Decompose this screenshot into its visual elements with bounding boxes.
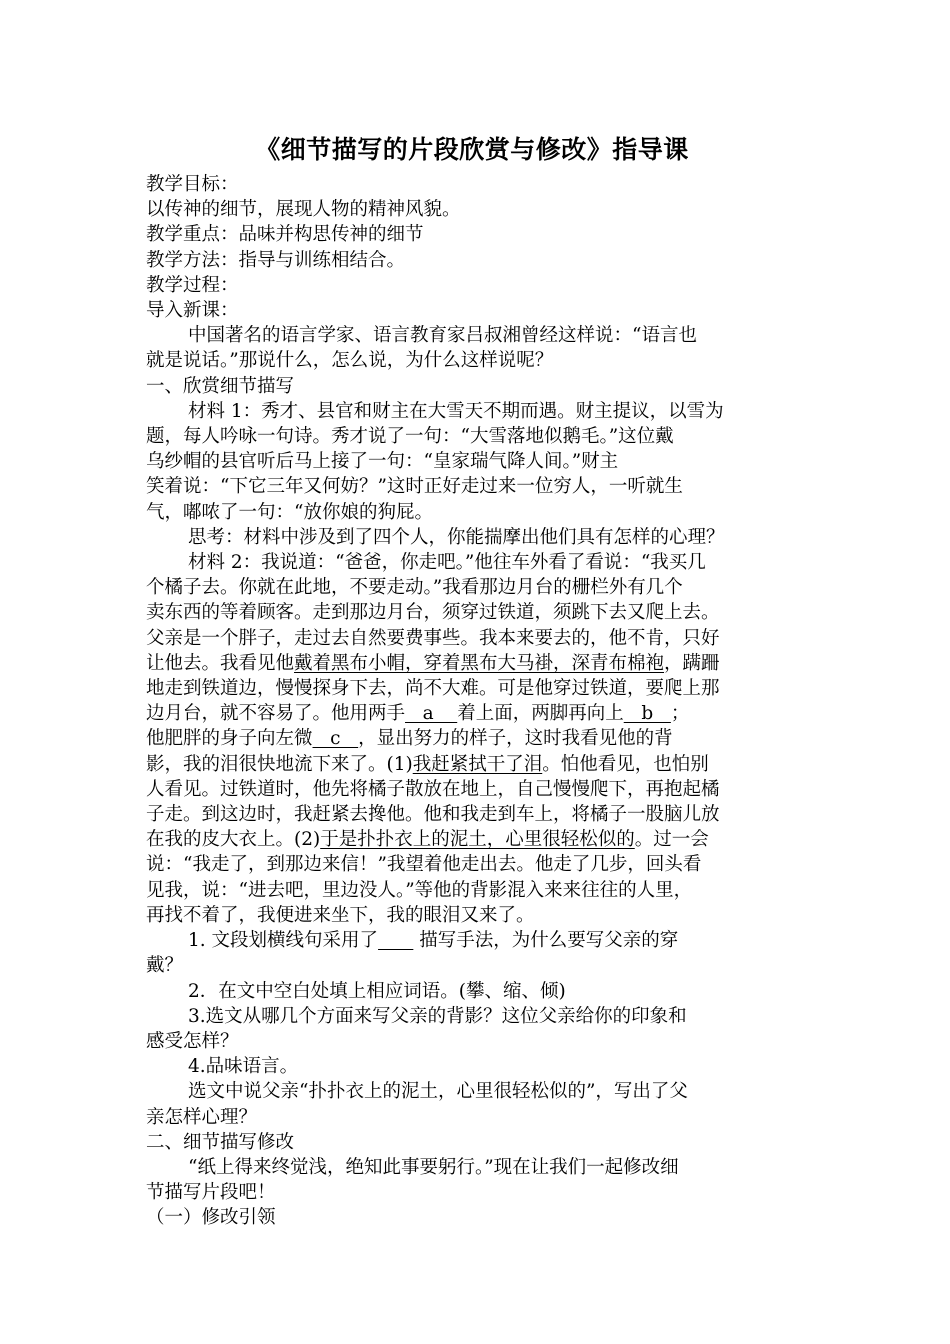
material2-line: 说：“我走了，到那边来信！”我望着他走出去。他走了几步，回头看 <box>146 854 702 876</box>
material2-line <box>146 827 808 852</box>
blank-a: a <box>405 703 458 725</box>
question-4-cont: 亲怎样心理？ <box>146 1106 258 1128</box>
text-run: ，蹒跚 <box>664 652 720 674</box>
think-question: 思考：材料中涉及到了四个人，你能揣摩出他们具有怎样的心理？ <box>188 526 725 548</box>
goals-label: 教学目标： <box>146 174 239 195</box>
text-run: 他肥胖的身子向左微 <box>146 728 313 750</box>
question-1 <box>146 928 808 953</box>
text-run: 。过一会 <box>634 829 709 851</box>
text-run: 影，我的泪很快地流下来了。(1) <box>146 753 413 775</box>
answer-blank <box>378 930 413 951</box>
blank-b: b <box>623 703 671 725</box>
text-run: 描写手法，为什么要写父亲的穿 <box>419 930 679 952</box>
material1-line: 笑着说：“下它三年又何妨？”这时正好走过来一位穷人，一听就生 <box>146 476 683 498</box>
question-4: 4.品味语言。 <box>188 1056 299 1078</box>
material2-line <box>146 726 808 751</box>
subsection-heading: （一）修改引领 <box>146 1207 276 1229</box>
underlined-sentence: 戴着黑布小帽，穿着黑布大马褂，深青布棉袍 <box>294 652 665 674</box>
blank-c: c <box>312 728 359 750</box>
material2-line: 人看见。过铁道时，他先将橘子散放在地上，自己慢慢爬下，再抱起橘 <box>146 778 720 800</box>
material2-line <box>146 651 808 676</box>
material2-line: 见我，说：“进去吧，里边没人。”等他的背影混入来来往往的人里， <box>146 879 693 901</box>
text-run: 。怕他看见，也怕别 <box>542 753 709 775</box>
material1-line: 气，嘟哝了一句：“放你娘的狗屁。 <box>146 501 433 523</box>
section2-paragraph-cont: 节描写片段吧！ <box>146 1182 276 1204</box>
text-run: 1. 文段划横线句采用了 <box>188 930 379 952</box>
text-run: 让他去。我看见他 <box>146 652 295 674</box>
section-heading: 一、欣赏细节描写 <box>146 375 295 397</box>
material2-line: 再找不着了，我便进来坐下，我的眼泪又来了。 <box>146 904 535 926</box>
teaching-focus: 教学重点：品味并构思传神的细节 <box>146 224 424 246</box>
text-run: 在我的皮大衣上。(2) <box>146 829 321 851</box>
question-3-cont: 感受怎样？ <box>146 1030 239 1052</box>
text-run: 着上面，两脚再向上 <box>457 703 624 725</box>
intro-paragraph-line: 中国著名的语言学家、语言教育家吕叔湘曾经这样说：“语言也 <box>188 325 697 347</box>
question-2: 2．在文中空白处填上相应词语。(攀、缩、倾) <box>188 980 566 1002</box>
document-page <box>146 132 808 1231</box>
material2-line: 子走。到这边时，我赶紧去搀他。他和我走到车上，将橘子一股脑儿放 <box>146 804 720 826</box>
text-run: 边月台，就不容易了。他用两手 <box>146 703 406 725</box>
intro-paragraph-line: 就是说话。”那说什么，怎么说，为什么这样说呢？ <box>146 350 554 372</box>
section-heading: 二、细节描写修改 <box>146 1131 295 1153</box>
material2-line <box>146 701 808 726</box>
text-run: ，显出努力的样子，这时我看见他的背 <box>358 728 673 750</box>
page-title: 《细节描写的片段欣赏与修改》指导课 <box>255 135 689 164</box>
question-4-text: 选文中说父亲“扑扑衣上的泥土，心里很轻松似的”，写出了父 <box>188 1081 688 1103</box>
material2-line <box>146 752 808 777</box>
material2-line: 卖东西的等着顾客。走到那边月台，须穿过铁道，须跳下去又爬上去。 <box>146 602 720 624</box>
question-3: 3.选文从哪几个方面来写父亲的背影？这位父亲给你的印象和 <box>188 1005 687 1027</box>
material2-line: 个橘子去。你就在此地，不要走动。”我看那边月台的栅栏外有几个 <box>146 577 683 599</box>
underlined-sentence: 我赶紧拭干了泪 <box>412 753 543 775</box>
teaching-process: 教学过程： <box>146 274 239 296</box>
material1-line: 材料 1：秀才、县官和财主在大雪天不期而遇。财主提议，以雪为 <box>188 400 724 422</box>
text-run: ； <box>670 703 690 725</box>
material2-line: 父亲是一个胖子，走过去自然要费事些。我本来要去的，他不肯，只好 <box>146 627 720 649</box>
goals-text: 以传神的细节，展现人物的精神风貌。 <box>146 199 461 221</box>
section2-paragraph: “纸上得来终觉浅，绝知此事要躬行。”现在让我们一起修改细 <box>188 1156 679 1178</box>
material1-line: 题，每人吟咏一句诗。秀才说了一句：“大雪落地似鹅毛。”这位戴 <box>146 426 674 448</box>
underlined-sentence: 于是扑扑衣上的泥土，心里很轻松似的 <box>320 829 635 851</box>
material1-line: 乌纱帽的县官听后马上接了一句：“皇家瑞气降人间。”财主 <box>146 451 619 473</box>
teaching-method: 教学方法：指导与训练相结合。 <box>146 249 406 271</box>
intro-label: 导入新课： <box>146 300 239 322</box>
material2-line: 材料 2：我说道：“爸爸，你走吧。”他往车外看了看说：“我买几 <box>188 552 706 574</box>
material2-line: 地走到铁道边，慢慢探身下去，尚不大难。可是他穿过铁道，要爬上那 <box>146 678 720 700</box>
question-1-cont: 戴？ <box>146 955 184 977</box>
